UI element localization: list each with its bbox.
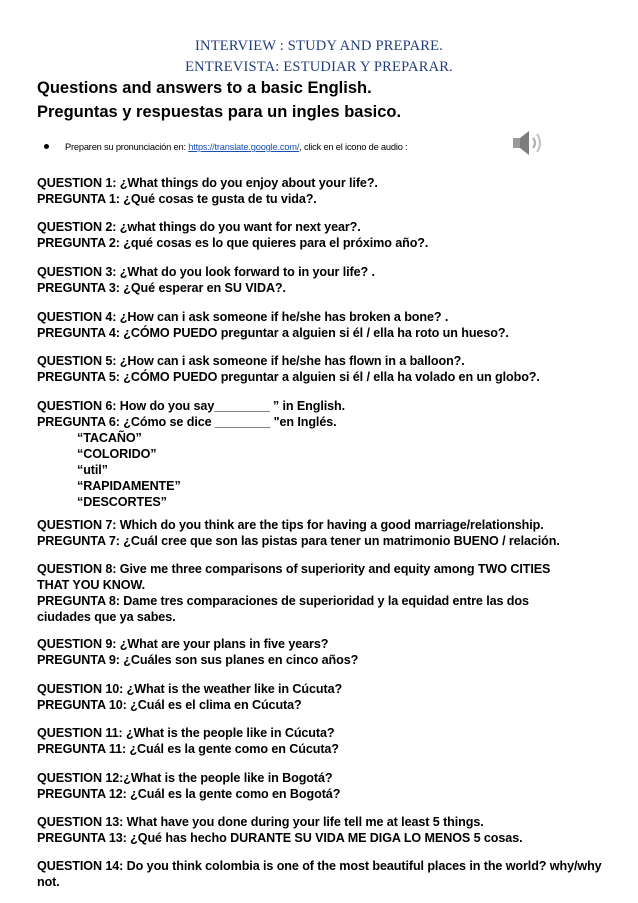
question-9 [37, 636, 617, 668]
option-item: “RAPIDAMENTE” [77, 479, 181, 493]
question-es: PREGUNTA 2: ¿qué cosas es lo que quieres para el próximo año?. [37, 236, 429, 250]
question-1 [37, 175, 617, 207]
option-item: “TACAÑO” [77, 431, 142, 445]
question-6 [37, 398, 617, 510]
question-en: QUESTION 14: Do you think colombia is one of the most beautiful places in the world? why/why not. [37, 859, 602, 889]
question-en: QUESTION 11: ¿What is the people like in Cúcuta? [37, 726, 335, 740]
question-en: QUESTION 1: ¿What things do you enjoy about your life?. [37, 176, 378, 190]
question-es: PREGUNTA 9: ¿Cuáles son sus planes en cinco años? [37, 653, 359, 667]
question-3 [37, 264, 617, 296]
question-en: QUESTION 4: ¿How can i ask someone if he/she has broken a bone? . [37, 310, 449, 324]
question-en: QUESTION 13: What have you done during your life tell me at least 5 things. [37, 815, 484, 829]
question-es: PREGUNTA 11: ¿Cuál es la gente como en Cúcuta? [37, 742, 339, 756]
question-es: PREGUNTA 8: Dame tres comparaciones de superioridad y la equidad entre las dos ciudades que ya sabes. [37, 594, 529, 624]
question-en: QUESTION 12:¿What is the people like in Bogotá? [37, 771, 333, 785]
option-item: “DESCORTES” [77, 495, 167, 509]
question-es: PREGUNTA 13: ¿Qué has hecho DURANTE SU VIDA ME DIGA LO MENOS 5 cosas. [37, 831, 523, 845]
title-spanish: ENTREVISTA: ESTUDIAR Y PREPARAR. [185, 59, 453, 75]
question-8 [37, 561, 577, 625]
question-es: PREGUNTA 10: ¿Cuál es el clima en Cúcuta? [37, 698, 302, 712]
question-12 [37, 770, 617, 802]
question-en: QUESTION 9: ¿What are your plans in five years? [37, 637, 329, 651]
speaker-icon[interactable] [510, 128, 550, 158]
question-11 [37, 725, 617, 757]
question-es: PREGUNTA 1: ¿Qué cosas te gusta de tu vida?. [37, 192, 317, 206]
question-es: PREGUNTA 7: ¿Cuál cree que son las pistas para tener un matrimonio BUENO / relación. [37, 534, 560, 548]
question-4 [37, 309, 617, 341]
question-13 [37, 814, 617, 846]
question-10 [37, 681, 617, 713]
option-item: “COLORIDO” [77, 447, 157, 461]
question-en: QUESTION 7: Which do you think are the tips for having a good marriage/relationship. [37, 518, 544, 532]
title-english: INTERVIEW : STUDY AND PREPARE. [195, 38, 443, 54]
subtitle-english: Questions and answers to a basic English. [37, 79, 372, 97]
question-es: PREGUNTA 3: ¿Qué esperar en SU VIDA?. [37, 281, 286, 295]
question-es: PREGUNTA 5: ¿CÓMO PUEDO preguntar a alguien si él / ella ha volado en un globo?. [37, 370, 540, 384]
question-en: QUESTION 10: ¿What is the weather like in Cúcuta? [37, 682, 343, 696]
question-14 [37, 858, 602, 890]
question-2 [37, 219, 617, 251]
translate-link[interactable]: https://translate.google.com/ [188, 142, 300, 152]
instruction-suffix: , click en el icono de audio : [299, 142, 408, 152]
question-es: PREGUNTA 6: ¿Cómo se dice ________ "en Inglés. [37, 415, 337, 429]
bullet-icon [44, 144, 49, 149]
question-en: QUESTION 5: ¿How can i ask someone if he/she has flown in a balloon?. [37, 354, 465, 368]
question-en: QUESTION 2: ¿what things do you want for next year?. [37, 220, 361, 234]
question-7 [37, 517, 617, 549]
option-item: “util” [77, 463, 108, 477]
question-es: PREGUNTA 4: ¿CÓMO PUEDO preguntar a alguien si él / ella ha roto un hueso?. [37, 326, 509, 340]
subtitle-spanish: Preguntas y respuestas para un ingles basico. [37, 103, 402, 121]
question-en: QUESTION 3: ¿What do you look forward to in your life? . [37, 265, 375, 279]
question-5 [37, 353, 617, 385]
instruction-prefix: Preparen su pronunciación en: [65, 142, 189, 152]
question-en: QUESTION 8: Give me three comparisons of superiority and equity among TWO CITIES THAT YOU KNOW. [37, 562, 551, 592]
question-es: PREGUNTA 12: ¿Cuál es la gente como en Bogotá? [37, 787, 341, 801]
question-en: QUESTION 6: How do you say________ ” in English. [37, 399, 346, 413]
instruction-line [65, 142, 407, 152]
